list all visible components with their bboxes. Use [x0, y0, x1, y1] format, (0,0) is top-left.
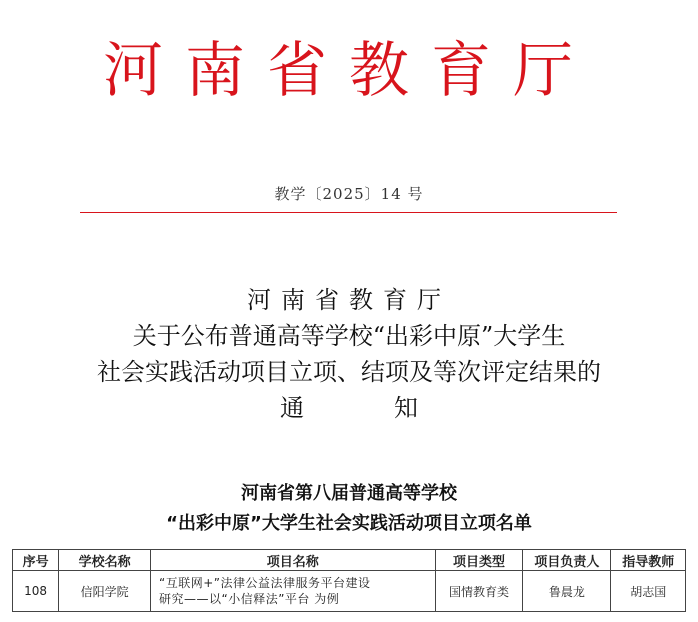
header-type: 项目类型 — [435, 550, 523, 571]
header-school: 学校名称 — [59, 550, 151, 571]
table-row — [13, 571, 686, 612]
cell-project-line-1: “互联网+”法律公益法律服务平台建设 — [159, 576, 371, 590]
cell-project — [151, 571, 436, 612]
cell-school: 信阳学院 — [59, 571, 151, 612]
project-list-table — [12, 549, 686, 612]
list-title-line-2: “出彩中原”大学生社会实践活动项目立项名单 — [166, 513, 532, 534]
table-header-row — [13, 550, 686, 571]
header-leader: 项目负责人 — [523, 550, 611, 571]
document-number: 教学〔2025〕14 号 — [274, 185, 424, 203]
list-title-line-1: 河南省第八届普通高等学校 — [241, 483, 457, 504]
notice-title-line-1: 关于公布普通高等学校“出彩中原”大学生 — [132, 322, 566, 350]
red-divider-line — [80, 212, 617, 213]
notice-title-tongzhi — [0, 390, 698, 426]
list-title — [0, 479, 698, 539]
cell-advisor: 胡志国 — [611, 571, 686, 612]
notice-title-line-2: 社会实践活动项目立项、结项及等次评定结果的 — [97, 358, 601, 386]
agency-header-title: 河南省教育厅 — [103, 36, 595, 106]
cell-type: 国情教育类 — [435, 571, 523, 612]
notice-title-block — [0, 282, 698, 426]
notice-zhi-char: 知 — [394, 394, 418, 422]
header-project: 项目名称 — [151, 550, 436, 571]
notice-issuer: 河南省教育厅 — [247, 286, 451, 314]
cell-no: 108 — [13, 571, 59, 612]
cell-leader: 鲁晨龙 — [523, 571, 611, 612]
header-no: 序号 — [13, 550, 59, 571]
cell-project-line-2: 研究——以“小信释法”平台 为例 — [159, 592, 340, 606]
header-advisor: 指导教师 — [611, 550, 686, 571]
notice-tong-char: 通 — [280, 394, 304, 422]
